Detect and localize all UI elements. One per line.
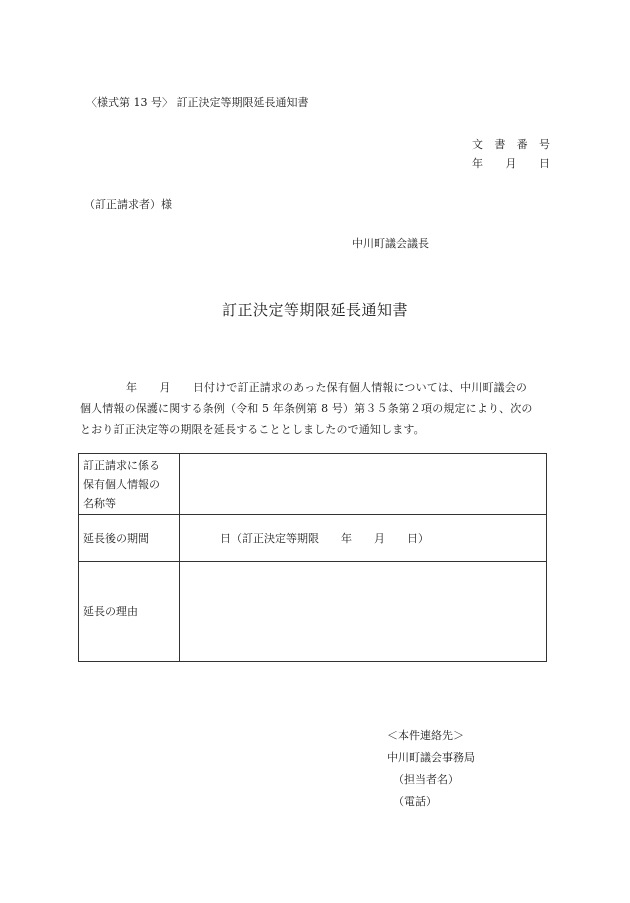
- extension-reason-value: [180, 562, 547, 662]
- contact-block: [387, 725, 475, 813]
- document-number-char: 番: [516, 138, 528, 151]
- body-line: とおり訂正決定等の期限を延長することとしましたので通知します。: [80, 423, 425, 436]
- info-table: [78, 453, 547, 662]
- contact-office: 中川町議会事務局: [387, 751, 475, 764]
- personal-info-name-label: [79, 454, 180, 515]
- body-line: 年 月 日付けで訂正請求のあった保有個人情報については、中川町議会の: [126, 381, 528, 394]
- document-number-char: 文: [472, 138, 483, 151]
- personal-info-name-value: [180, 454, 547, 515]
- recipient: （訂正請求者）様: [84, 198, 172, 211]
- document-number-char: 書: [494, 138, 506, 151]
- contact-person: （担当者名）: [393, 773, 459, 786]
- document-meta: [460, 139, 550, 179]
- date-month: 月: [505, 157, 517, 170]
- label-line: 名称等: [83, 496, 116, 510]
- extended-period-label: 延長後の期間: [79, 515, 180, 562]
- table-row: [79, 515, 547, 562]
- table-row: [79, 454, 547, 515]
- document-number-label: [472, 139, 550, 150]
- sender: 中川町議会議長: [352, 237, 429, 250]
- table-row: [79, 562, 547, 662]
- label-line: 訂正請求に係る: [83, 458, 160, 472]
- extension-reason-label: 延長の理由: [79, 562, 180, 662]
- document-number-char: 号: [538, 138, 550, 151]
- body-text: [80, 377, 554, 440]
- contact-heading: ＜本件連絡先＞: [387, 729, 464, 742]
- contact-phone: （電話）: [393, 795, 437, 808]
- date-day: 日: [539, 157, 550, 170]
- document-title: 訂正決定等期限延長通知書: [221, 301, 408, 319]
- date-label: [472, 158, 550, 169]
- body-line: 個人情報の保護に関する条例（令和 5 年条例第 8 号）第３５条第２項の規定により、次の: [80, 402, 533, 415]
- form-number: 〈様式第 13 号〉 訂正決定等期限延長通知書: [86, 96, 309, 109]
- extended-period-value: 日（訂正決定等期限 年 月 日）: [180, 515, 547, 562]
- date-year: 年: [472, 157, 483, 170]
- label-line: 保有個人情報の: [83, 477, 160, 491]
